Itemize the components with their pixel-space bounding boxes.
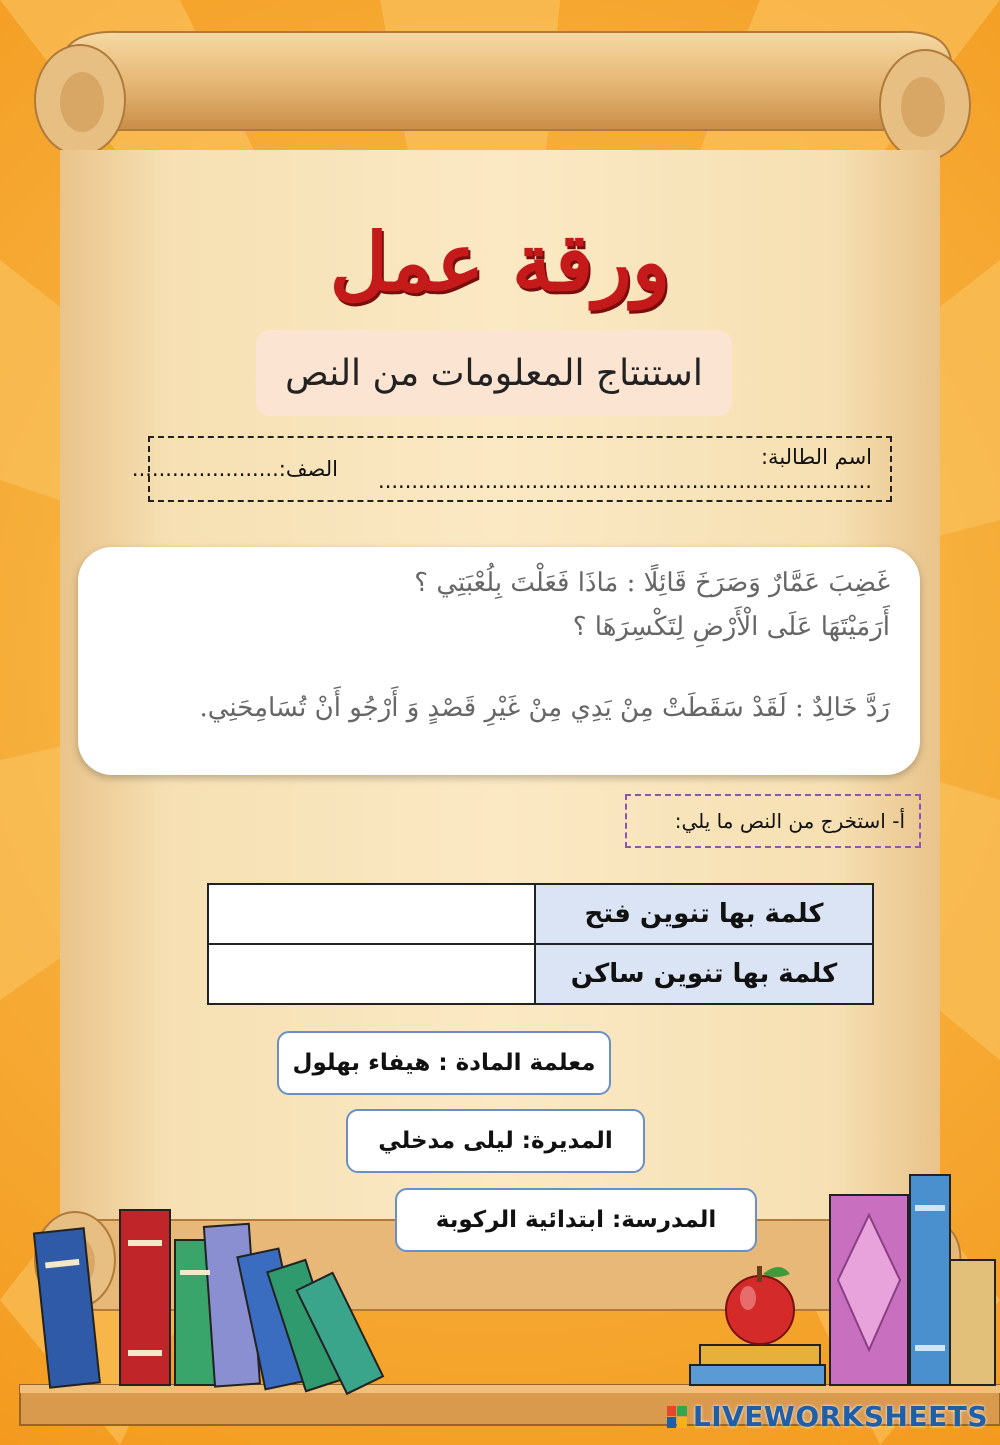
answer-fatha-tanween[interactable] bbox=[208, 884, 535, 944]
worksheet-title: ورقة عمل bbox=[329, 215, 671, 309]
logo-badge-icon bbox=[667, 1406, 687, 1428]
exercise-instruction: أ- استخرج من النص ما يلي: bbox=[625, 794, 921, 848]
prompt-sukun-tanween: كلمة بها تنوين ساكن bbox=[535, 944, 873, 1004]
liveworksheets-logo bbox=[667, 1400, 988, 1433]
worksheet-subtitle: استنتاج المعلومات من النص bbox=[256, 330, 732, 416]
table-row bbox=[208, 884, 873, 944]
answer-sukun-tanween[interactable] bbox=[208, 944, 535, 1004]
principal-name-label: المديرة: ليلى مدخلي bbox=[346, 1109, 645, 1173]
answer-table bbox=[207, 883, 874, 1005]
teacher-name-label: معلمة المادة : هيفاء بهلول bbox=[277, 1031, 611, 1095]
reading-passage bbox=[78, 547, 920, 775]
passage-line-2: أَرَمَيْتَهَا عَلَى الْأَرْضِ لِتَكْسِرَهَا ؟ bbox=[572, 612, 890, 643]
grade-field[interactable]: الصف:...................... bbox=[131, 457, 339, 481]
prompt-fatha-tanween: كلمة بها تنوين فتح bbox=[535, 884, 873, 944]
passage-line-3: رَدَّ خَالِدٌ : لَقَدْ سَقَطَتْ مِنْ يَدِي مِنْ غَيْرِ قَصْدٍ وَ أَرْجُو أَنْ تُسَامِحَنِي. bbox=[199, 692, 890, 723]
table-row bbox=[208, 944, 873, 1004]
logo-text: LIVEWORKSHEETS bbox=[692, 1400, 988, 1433]
student-info-box bbox=[131, 436, 892, 502]
passage-line-1: غَضِبَ عَمَّارٌ وَصَرَخَ قَائِلًا : مَاذَا فَعَلْتَ بِلُعْبَتِي ؟ bbox=[414, 568, 890, 598]
student-name-field[interactable]: اسم الطالبة: .......................................................................... bbox=[378, 445, 872, 493]
school-name-label: المدرسة: ابتدائية الركوبة bbox=[395, 1188, 757, 1252]
